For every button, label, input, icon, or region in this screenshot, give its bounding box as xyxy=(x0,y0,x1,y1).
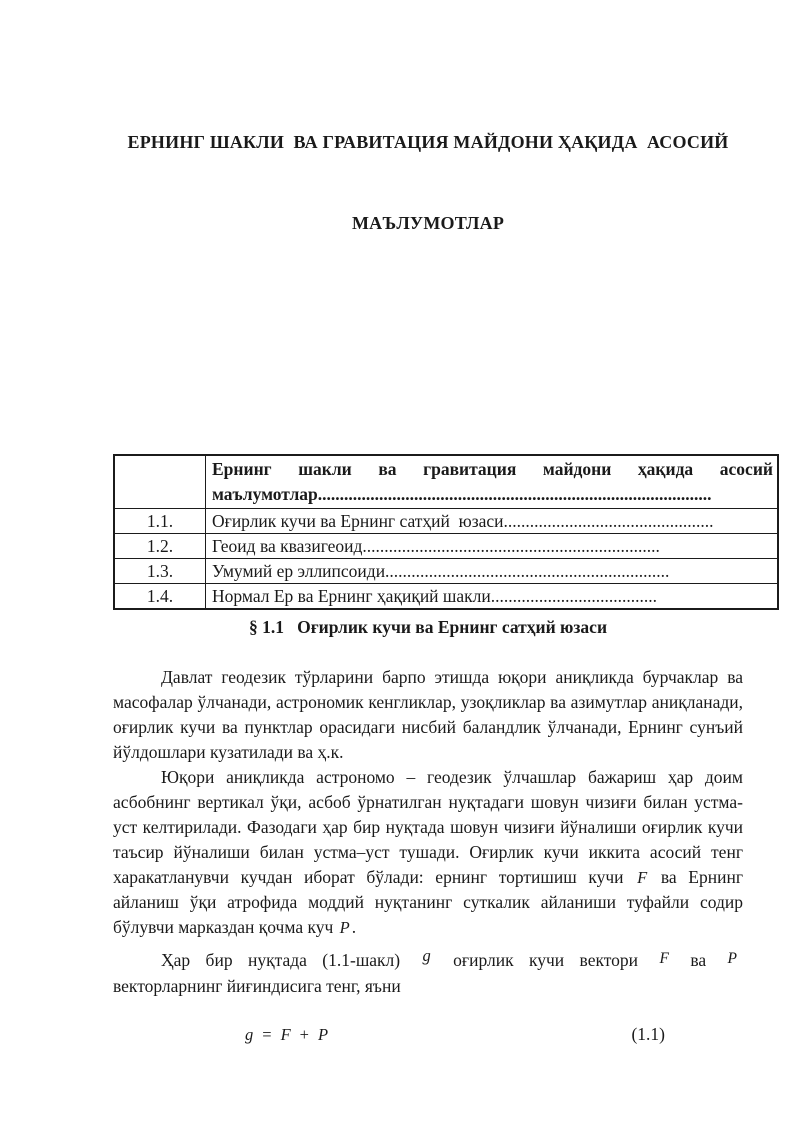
centrifugal-vector-symbol-P: P xyxy=(339,918,350,937)
equation-number: (1.1) xyxy=(631,1024,665,1044)
toc-row-title: Нормал Ер ва Ернинг ҳақиқий шакли...................................... xyxy=(206,584,779,610)
toc-row-number: 1.4. xyxy=(114,584,206,610)
toc-row xyxy=(114,534,778,559)
plus-sign: + xyxy=(299,1025,309,1044)
toc-row-title: Оғирлик кучи ва Ернинг сатҳий юзаси................................................ xyxy=(206,509,779,534)
section-heading: § 1.1 Оғирлик кучи ва Ернинг сатҳий юзаси xyxy=(248,617,608,637)
toc-header-title-line1: Ернинг шакли ва гравитация майдони ҳақида асосий xyxy=(212,459,773,479)
document-title-line2: МАЪЛУМОТЛАР xyxy=(351,213,505,233)
toc-row-number: 1.1. xyxy=(114,509,206,534)
equation-term-P: P xyxy=(317,1025,329,1044)
toc-header-row xyxy=(114,455,778,509)
paragraph-3 xyxy=(113,948,743,999)
document-title xyxy=(113,75,743,291)
document-title-line1: ЕРНИНГ ШАКЛИ ВА ГРАВИТАЦИЯ МАЙДОНИ ҲАҚИДА АСОСИЙ xyxy=(127,132,729,152)
toc-row xyxy=(114,584,778,610)
toc-header-title-line2: маълумотлар.......................................................................................... xyxy=(212,484,712,504)
force-vector-symbol-F: F xyxy=(637,868,648,887)
equation-lhs-g: g xyxy=(245,1025,254,1044)
paragraph-2-text: Юқори аниқликда астрономо – геодезик ўлчашлар бажариш ҳар доим асбобнинг вертикал ўқи, асбоб ўрнатилган нуқтадаги шовун чизиғи билан устма-уст келтирилади. Фазодаги ҳар бир нуқтада шовун чизиғи йўналиши оғирлик кучи таъсир йўналиши билан устма–уст тушади. Оғирлик кучи иккита асосий тенг харакатланувчи кучдан иборат бўлади: ернинг тортишиш кучи xyxy=(113,767,743,887)
paragraph-3-text: векторларнинг йиғиндисига тенг, яъни xyxy=(113,976,401,996)
equation-expression xyxy=(245,1025,337,1045)
toc-row-number: 1.3. xyxy=(114,559,206,584)
toc-header-title xyxy=(206,455,779,509)
equals-sign: = xyxy=(262,1025,272,1044)
paragraph-2 xyxy=(113,765,743,940)
toc-row-title: Геоид ва квазигеоид.................................................................... xyxy=(206,534,779,559)
toc-row-title: Умумий ер эллипсоиди................................................................. xyxy=(206,559,779,584)
gravity-vector-symbol-g: g xyxy=(422,946,431,965)
page-content xyxy=(113,0,773,1045)
centrifugal-vector-symbol-P: P xyxy=(727,950,737,967)
equation-1-1 xyxy=(113,1024,743,1045)
toc-header-number xyxy=(114,455,206,509)
paragraph-1-text: Давлат геодезик тўрларини барпо этишда юқори аниқликда бурчаклар ва масофалар ўлчанади, астрономик кенгликлар, узоқликлар ва азимутлар аниқланади, оғирлик кучи ва пунктлар орасидаги нисбий баландлик ўлчанади, Ернинг сунъий йўлдошлари кузатилади ва ҳ.к. xyxy=(113,667,743,762)
paragraph-3-text: оғирлик кучи вектори xyxy=(437,950,654,970)
equation-term-F: F xyxy=(280,1025,291,1044)
paragraph-3-text: Ҳар бир нуқтада (1.1-шакл) xyxy=(161,950,416,970)
toc-row xyxy=(114,509,778,534)
paragraph-2-text: ва Ернинг айланиш ўқи атрофида моддий нуқтанинг суткалик айланиши туфайли содир бўлувчи марказдан қочма куч xyxy=(113,867,744,937)
table-of-contents xyxy=(113,454,779,610)
toc-row-number: 1.2. xyxy=(114,534,206,559)
paragraph-1 xyxy=(113,665,743,765)
body-text xyxy=(113,665,743,999)
paragraph-2-text: . xyxy=(351,917,357,937)
paragraph-3-text: ва xyxy=(674,950,722,970)
toc-row xyxy=(114,559,778,584)
force-vector-symbol-F: F xyxy=(659,950,669,967)
